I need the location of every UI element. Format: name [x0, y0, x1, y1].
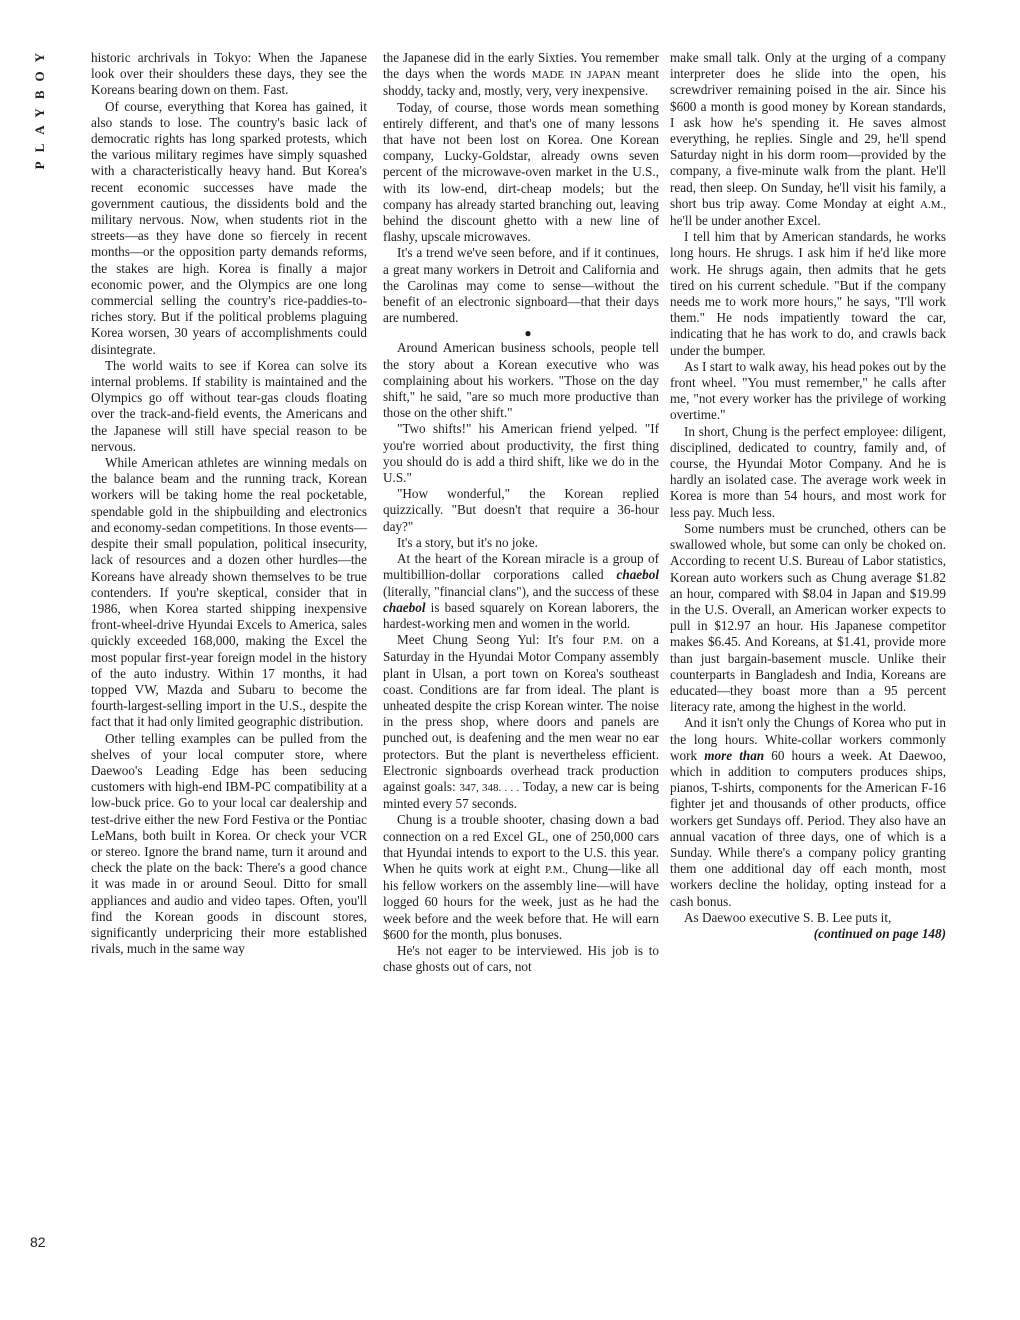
paragraph: Around American business schools, people tell the story about a Korean executive who was complaining about his workers. "Those on the day shift," he said, "are so much more productive than those on the other shift." [383, 340, 659, 421]
text-run: meant shoddy, tacky and, mostly, very, very inexpensive. [383, 66, 660, 99]
text-run: And it isn't only the Chungs of Korea who put in the long hours. White-collar workers commonly work [670, 715, 946, 763]
magazine-name: PLAYBOY [32, 44, 47, 170]
section-break-bullet: ● [524, 326, 532, 341]
paragraph: While American athletes are winning medals on the balance beam and the running track, Korean workers will be taking home the real pocketable, spendable gold in the shipbuilding and electronics and economy-sedan competitions. In those events—despite their small population, political insecurity, lack of resources and a dozen other hurdles—the Koreans have already shown themselves to be true contenders. If you're skeptical, consider that in 1986, when Korea started shipping inexpensive front-wheel-drive Hyundai Excels to America, sales quickly exceeded 168,000, making the Excel the most popular first-year foreign model in the history of the auto industry. Within 17 months, it had topped VW, Mazda and Subaru to become the fourth-largest-selling import in the U.S., despite the fact that it had only limited geographic distribution. [91, 455, 367, 730]
paragraph: Of course, everything that Korea has gained, it also stands to lose. The country's basic lack of democratic rights has long sparked protests, which the various military regimes have simply squashed with a characteristically heavy hand. But Korea's recent economic successes have made the government cautious, the dissidents bold and the military nervous. Now, when students riot in the streets—as they have done so fiercely in recent months—or the opposition party demands reforms, the stakes are high. Korea is finally a major economic power, and the Olympics are one long commercial selling the country's rice-paddies-to-riches story. But if the political problems plaguing Korea worsen, 30 years of accomplishments could disintegrate. [91, 98, 367, 357]
paragraph: historic archrivals in Tokyo: When the Japanese look over their shoulders these days, they see the Koreans bearing down on them. Fast. [91, 50, 367, 98]
paragraph [383, 632, 659, 812]
small-caps-text: 347, 348. . . . [459, 781, 520, 794]
small-caps-text: P.M., [544, 863, 568, 876]
small-caps-text: A.M., [920, 198, 947, 211]
article-column-3 [670, 50, 946, 942]
italic-emphasis: more than [704, 747, 765, 763]
text-run: 60 hours a week. At Daewoo, which in addition to computers produces ships, pianos, T-shirts, components for the American F-16 fighter jet and thousands of other products, office workers get Sundays off. Period. They also have an annual vacation of three days, one of which is a Sunday. While there's a company policy granting them one additional day off each month, most workers decline the holiday, opting instead for a cash bonus. [670, 747, 947, 909]
small-caps-text: P.M. [602, 635, 623, 648]
text-run: is based squarely on Korean laborers, the hardest-working men and women in the world. [383, 599, 660, 631]
paragraph [383, 50, 659, 100]
paragraph: It's a story, but it's no joke. [397, 534, 538, 550]
text-run: Today, a new car is being minted every 57 seconds. [383, 778, 660, 812]
continued-on-page-note [670, 926, 946, 942]
article-column-2 [383, 50, 659, 975]
paragraph: As I start to walk away, his head pokes out by the front wheel. "You must remember," he calls after me, "not every worker has the privilege of working overtime." [670, 358, 946, 423]
page-number: 82 [30, 1234, 46, 1250]
paragraph: As Daewoo executive S. B. Lee puts it, [684, 909, 892, 925]
paragraph [670, 715, 946, 909]
paragraph: Other telling examples can be pulled from the shelves of your local computer store, where Daewoo's Leading Edge has been seducing customers with high-end IBM-PC compatibility at a low-buck price. Go to your local car dealership and test-drive either the new Ford Festiva or the Pontiac LeMans, both built in Korea. Or check your VCR or stereo. Ignore the brand name, turn it around and check the plate on the back: There's a good chance it was made in or around Seoul. Ditto for small appliances and audio and video tapes. Often, you'll find the Korean goods in discount stores, significantly underpricing their more established rivals, much in the same way [91, 730, 367, 957]
paragraph: "Two shifts!" his American friend yelped. "If you're worried about productivity, the first thing you should do is add a third shift, like we do in the U.S." [383, 421, 659, 486]
text-run: Meet Chung Seong Yul: It's four [397, 632, 595, 648]
paragraph [383, 812, 659, 943]
text-run: the Japanese did in the early Sixties. You remember the days when the words [383, 50, 659, 82]
article-column-1 [91, 50, 367, 957]
text-run: At the heart of the Korean miracle is a group of multibillion-dollar corporations called [383, 551, 659, 583]
paragraph: The world waits to see if Korea can solve its internal problems. If stability is maintained and the Olympics go off without tear-gas clouds floating over the track-and-field events, the Americans and the Japanese will still have special reason to be nervous. [91, 357, 367, 454]
text-run: Chung is a trouble shooter, chasing down a bad connection on a red Excel GL, one of 250,000 cars that Hyundai intends to export to the U.S. this year. When he quits work at eight [383, 812, 659, 876]
paragraph: Today, of course, those words mean something entirely different, and that's one of many lessons that have not been lost on Korea. One Korean company, Lucky-Goldstar, already owns seven percent of the microwave-oven market in the U.S., with its low-end, dirt-cheap models; but the company has already started branching out, leaving behind the discount ghetto with a new line of flashy, upscale microwaves. [383, 99, 659, 245]
paragraph: In short, Chung is the perfect employee: diligent, disciplined, dedicated to country, family and, of course, the Hyundai Motor Company. And he is hardly an isolated case. The average work week in Korea is more than 54 hours, and most work for less pay. Much less. [670, 423, 946, 520]
paragraph: I tell him that by American standards, he works long hours. He shrugs. I ask him if he'd like more work. He shrugs again, then admits that he gets tired on his current schedule. "But if the company needs me to work more hours," he says, "I'll work them." He nods impatiently toward the car, indicating that he has work to do, and crawls back under the bumper. [670, 229, 946, 358]
text-run: Chung—like all his fellow workers on the assembly line—will have logged 60 hours for the week, just as he had the week before and the week before that. He will earn $600 for the month, plus bonuses. [383, 860, 660, 942]
italic-term: chaebol [616, 567, 659, 583]
paragraph: He's not eager to be interviewed. His job is to chase ghosts out of cars, not [383, 942, 659, 975]
paragraph: "How wonderful," the Korean replied quizzically. "But doesn't that require a 36-hour day?" [383, 486, 659, 534]
small-caps-text: MADE IN JAPAN [531, 69, 621, 82]
text-run: (literally, "financial clans"), and the success of these [383, 583, 659, 599]
text-run: make small talk. Only at the urging of a company interpreter does he slide into the open, his screwdriver remaining poised in the air. Since his $600 a month is good money by Korean standards, I ask how he's spending it. He saves almost everything, he replies. Single and 29, he'll spend Saturday night in his dorm room—provided by the company, a five-minute walk from the plant. He'll read, then sleep. On Sunday, he'll visit his family, a short bus trip away. Come Monday at eight [670, 50, 946, 211]
text-run: he'll be under another Excel. [670, 213, 821, 229]
text-run: on a Saturday in the Hyundai Motor Company assembly plant in Ulsan, a port town on Korea's southeast coast. Conditions are far from ideal. The plant is unheated despite the crisp Korean winter. The noise in the press shop, where doors and panels are punched out, is deafening and the men wear no ear protectors. But the plant is nevertheless efficient. Electronic signboards overhead track production against goals: [383, 632, 659, 794]
paragraph: It's a trend we've seen before, and if it continues, a great many workers in Detroit and California and the Carolinas may come to sense—without the benefit of an electronic signboard—that their days are numbered. [383, 245, 659, 326]
paragraph [383, 551, 659, 632]
paragraph [670, 50, 946, 229]
continued-text: (continued on page 148) [813, 925, 946, 941]
italic-term: chaebol [383, 599, 426, 615]
paragraph: Some numbers must be crunched, others can be swallowed whole, but some can only be choked on. According to recent U.S. Bureau of Labor statistics, Korean auto workers such as Chung average $1.82 an hour, compared with $8.04 in Japan and $19.99 in the U.S. Overall, an American worker expects to pull in $12.97 an hour. His Japanese competitor makes $6.45. And Koreans, at $1.41, provide more than just bargain-basement muscle. Unlike their counterparts in Bangladesh and India, Koreans are educated—they boast more than a 95 percent literacy rate, among the highest in the world. [670, 520, 946, 715]
